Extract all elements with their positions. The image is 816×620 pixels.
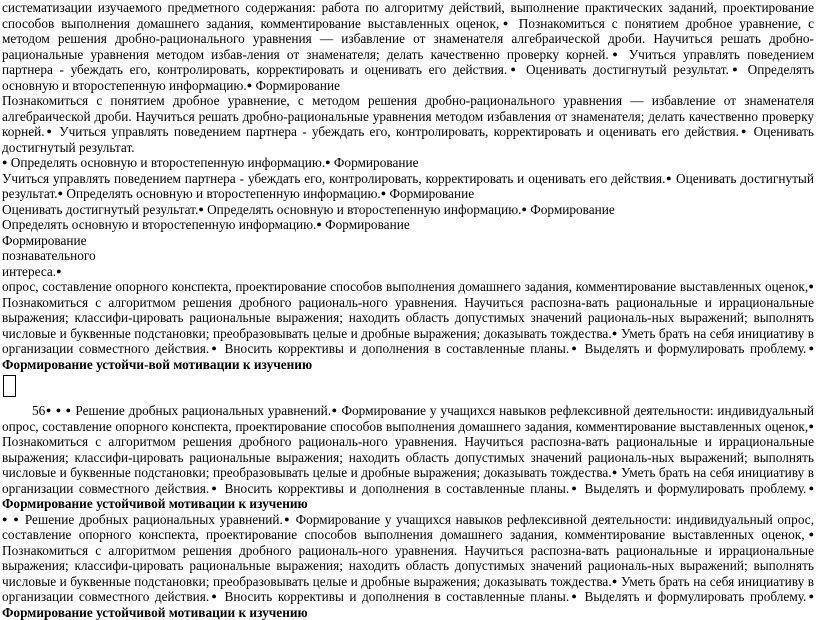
text-span: Определять основную и второстепенную информацию. <box>204 202 522 217</box>
text-span: Формирование <box>527 202 615 217</box>
paragraph-4 <box>2 202 814 218</box>
text-span: Формирование у учащихся навыков рефлексивной деятельности: индивидуальный опрос, составление опорного конспекта, проектирование способов выполнения домашнего задания, комментирование выставленных оценок, <box>2 403 814 434</box>
text-span: Определять основную и второстепенную информацию. <box>2 217 316 232</box>
bullet-icon: ● <box>729 64 741 74</box>
text-span: Оценивать достигнутый результат. <box>2 202 198 217</box>
bullet-icon: ● <box>612 328 618 338</box>
text-span: Выделять и формулировать проблему. <box>579 589 806 604</box>
text-span: Решение дробных рациональных уравнений. <box>72 403 332 418</box>
bullet-icon: ● <box>316 219 321 229</box>
bullet-icon: ● <box>569 591 579 601</box>
paragraph-8 <box>2 403 814 512</box>
bullet-icon: ● <box>56 266 61 276</box>
bullet-icon: ● <box>612 576 618 586</box>
bullet-icon: ● <box>56 405 62 415</box>
text-span: Познакомиться с понятием дробное уравнение, с методом решения дробно-рационального уравнения — избавление от знаменателя алгебраической дроби. Научиться решать дробно-рациональные уравнения методом избав-ления от знаменателя; делать качественно проверку корней. <box>2 16 814 62</box>
paragraph-7 <box>2 279 814 372</box>
bullet-icon: ● <box>499 18 512 28</box>
text-span: Выделять и формулировать проблему. <box>579 341 806 356</box>
bullet-icon: ● <box>247 80 252 90</box>
paragraph-5 <box>2 217 814 233</box>
text-span: Познакомиться с понятием дробное уравнение, с методом решения дробно-рационального уравнения — избавление от знаменателя алгебраической дроби. Научиться решать дробно-рациональные уравнения методом избавления от знаменателя; делать качественно проверку корней. <box>2 93 814 139</box>
text-span: Формирование <box>331 155 419 170</box>
bullet-icon: ● <box>805 529 814 539</box>
bullet-icon: ● <box>283 514 291 524</box>
bullet-icon: ● <box>209 591 219 601</box>
bullet-icon: ● <box>2 157 7 167</box>
text-span: Формирование <box>252 78 340 93</box>
text-span: Уметь брать на себя инициативу в организации совместного действия. <box>2 326 814 357</box>
bullet-icon: ● <box>331 405 338 415</box>
paragraph-2 <box>2 93 814 171</box>
bullet-icon: ● <box>739 126 748 136</box>
paragraph-3 <box>2 171 814 202</box>
bullet-icon: ● <box>381 188 386 198</box>
text-span: Уметь брать на себя инициативу в организации совместного действия. <box>2 574 814 605</box>
text-span: Определять основную и второстепенную информацию. <box>2 62 814 93</box>
bullet-icon: ● <box>507 64 519 74</box>
text-span: Оценивать достигнутый результат. <box>2 124 814 155</box>
text-line: познавательного <box>2 248 96 263</box>
bullet-icon: ● <box>209 483 219 493</box>
bullet-icon: ● <box>66 405 72 415</box>
text-span: систематизации изучаемого предметного содержания: работа по алгоритму действий, выполнение практических заданий, проектирование способов выполнения домашнего задания, комментирование выставленных оценок, <box>2 0 814 31</box>
bullet-icon: ● <box>609 49 622 59</box>
text-span: опрос, составление опорного конспекта, проектирование способов выполнения домашнего задания, комментирование выставленных оценок, <box>2 279 808 294</box>
bullet-icon: ● <box>521 204 526 214</box>
bullet-icon: ● <box>45 126 54 136</box>
text-span: Выделять и формулировать проблему. <box>579 481 806 496</box>
text-span: Познакомиться с алгоритмом решения дробного рациональ-ного уравнения. Научиться распозна-вать рациональные и иррациональные выражения; классифи-цировать рациональные выражения; находить область допустимых значений рациональ-ных выражений; выполнять числовые и буквенные подстановки; преобразовывать целые и дробные выражения; доказывать тождества. <box>2 295 814 341</box>
text-span: Формирование <box>322 217 410 232</box>
text-span: Учиться управлять поведением партнера - убеждать его, контролировать, корректировать и оценивать его действия. <box>54 124 739 139</box>
bullet-icon: ● <box>569 343 579 353</box>
empty-cell-box <box>3 375 16 397</box>
bullet-icon: ● <box>45 405 52 415</box>
text-span: Учиться управлять поведением партнера - убеждать его, контролировать, корректировать и оценивать его действия. <box>2 171 665 186</box>
text-span: Определять основную и второстепенную информацию. <box>7 155 325 170</box>
text-span-bold: Формирование устойчивой мотивации к изучению <box>2 605 308 620</box>
text-line: интереса. <box>2 264 56 279</box>
bullet-icon: ● <box>806 591 814 601</box>
bullet-icon: ● <box>2 514 9 524</box>
text-span-bold: Формирование устойчивой мотивации к изучению <box>2 496 308 511</box>
bullet-icon: ● <box>325 157 330 167</box>
bullet-icon: ● <box>209 343 219 353</box>
text-span: Учиться управлять поведением партнера - убеждать его, контролировать, корректировать и оценивать его действия. <box>2 47 814 78</box>
paragraph-1 <box>2 0 814 93</box>
paragraph-9 <box>2 512 814 620</box>
bullet-icon: ● <box>198 204 203 214</box>
bullet-icon: ● <box>665 173 672 183</box>
text-span: Вносить коррективы и дополнения в составленные планы. <box>219 481 569 496</box>
text-span: Познакомиться с алгоритмом решения дробного рациональ-ного уравнения. Научиться распозна-вать рациональные и иррациональные выражения; классифи-цировать рациональные выражения; находить область допустимых значений рациональ-ных выражений; выполнять числовые и буквенные подстановки; преобразовывать целые и дробные выражения; доказывать тождества. <box>2 434 814 480</box>
paragraph-6 <box>2 233 814 280</box>
bullet-icon: ● <box>13 514 20 524</box>
text-span-bold: Формирование устойчи-вой мотивации к изучению <box>2 357 312 372</box>
bullet-icon: ● <box>806 483 814 493</box>
text-span: Познакомиться с алгоритмом решения дробного рациональ-ного уравнения. Научиться распозна-вать рациональные и иррациональные выражения; классифи-цировать рациональные выражения; находить область допустимых значений рациональ-ных выражений; выполнять числовые и буквенные подстановки; преобразовывать целые и дробные выражения; доказывать тождества. <box>2 543 814 589</box>
text-span: Формирование <box>386 186 474 201</box>
bullet-icon: ● <box>612 467 618 477</box>
text-span: Уметь брать на себя инициативу в организации совместного действия. <box>2 465 814 496</box>
row-number: 56 <box>2 403 45 418</box>
bullet-icon: ● <box>569 483 579 493</box>
bullet-icon: ● <box>806 343 814 353</box>
text-span: Решение дробных рациональных уравнений. <box>20 512 283 527</box>
text-span: Оценивать достигнутый результат. <box>2 171 814 202</box>
bullet-icon: ● <box>58 188 63 198</box>
text-span: Вносить коррективы и дополнения в составленные планы. <box>219 589 569 604</box>
text-line: Формирование <box>2 233 87 248</box>
text-span: Вносить коррективы и дополнения в составленные планы. <box>219 341 569 356</box>
text-span: Формирование у учащихся навыков рефлексивной деятельности: индивидуальный опрос, составление опорного конспекта, проектирование способов выполнения домашнего задания, комментирование выставленных оценок, <box>2 512 814 543</box>
text-span: Определять основную и второстепенную информацию. <box>63 186 381 201</box>
bullet-icon: ● <box>808 421 814 431</box>
bullet-icon: ● <box>808 281 814 291</box>
text-span: Оценивать достигнутый результат. <box>519 62 729 77</box>
